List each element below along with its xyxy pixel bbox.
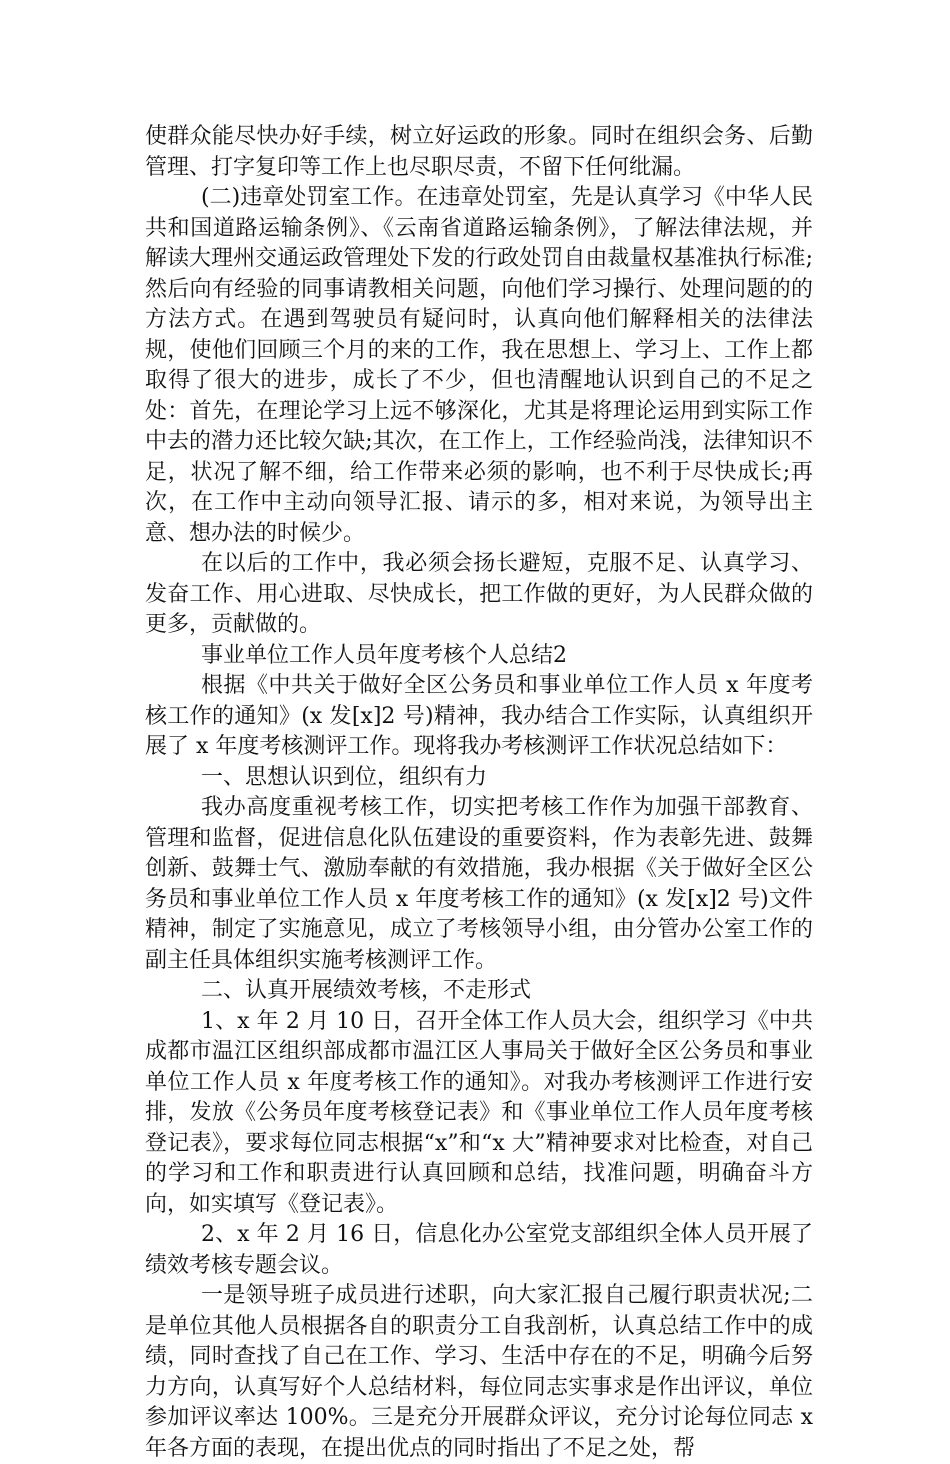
paragraph-5: 根据《中共关于做好全区公务员和事业单位工作人员 x 年度考核工作的通知》(x 发[x]2 号)精神，我办结合工作实际，认真组织开展了 x 年度考核测评工作。现将我办考核测评工作状况总结如下： (145, 673, 813, 759)
paragraph-1: 使群众能尽快办好手续，树立好运政的形象。同时在组织会务、后勤管理、打字复印等工作上也尽职尽责，不留下任何纰漏。 (145, 124, 813, 180)
paragraph-9: 1、x 年 2 月 10 日，召开全体工作人员大会，组织学习《中共成都市温江区组织部成都市温江区人事局关于做好全区公务员和事业单位工作人员 x 年度考核工作的通知》。对我办考核测评工作进行安排，发放《公务员年度考核登记表》和《事业单位工作人员年度考核登记表》，要求每位同志根据“x”和“x 大”精神要求对比检查，对自己的学习和工作和职责进行认真回顾和总结，找准问题，明确奋斗方向，如实填写《登记表》。 (145, 1008, 813, 1217)
paragraph-11: 一是领导班子成员进行述职，向大家汇报自己履行职责状况;二是单位其他人员根据各自的职责分工自我剖析，认真总结工作中的成绩，同时查找了自己在工作、学习、生活中存在的不足，明确今后努力方向，认真写好个人总结材料，每位同志实事求是作出评议，单位参加评议率达 100%。三是充分开展群众评议，充分讨论每位同志 x 年各方面的表现，在提出优点的同时指出了不足之处，帮 (145, 1283, 813, 1461)
document-page (145, 122, 813, 1464)
heading-1: 一、思想认识到位，组织有力 (201, 764, 488, 790)
paragraph-10: 2、x 年 2 月 16 日，信息化办公室党支部组织全体人员开展了绩效考核专题会议。 (145, 1222, 813, 1278)
paragraph-7: 我办高度重视考核工作，切实把考核工作作为加强干部教育、管理和监督，促进信息化队伍建设的重要资料，作为表彰先进、鼓舞创新、鼓舞士气、激励奉献的有效措施，我办根据《关于做好全区公务员和事业单位工作人员 x 年度考核工作的通知》(x 发[x]2 号)文件精神，制定了实施意见，成立了考核领导小组，由分管办公室工作的副主任具体组织实施考核测评工作。 (145, 795, 813, 973)
heading-2: 二、认真开展绩效考核，不走形式 (201, 978, 532, 1003)
paragraph-3: 在以后的工作中，我必须会扬长避短，克服不足、认真学习、发奋工作、用心进取、尽快成长，把工作做的更好，为人民群众做的更多，贡献做的。 (145, 551, 813, 637)
paragraph-2: (二)违章处罚室工作。在违章处罚室，先是认真学习《中华人民共和国道路运输条例》、《云南省道路运输条例》，了解法律法规，并解读大理州交通运政管理处下发的行政处罚自由裁量权基准执行标准;然后向有经验的同事请教相关问题，向他们学习操行、处理问题的的方法方式。在遇到驾驶员有疑问时，认真向他们解释相关的法律法规，使他们回顾三个月的来的工作，我在思想上、学习上、工作上都取得了很大的进步，成长了不少，但也清醒地认识到自己的不足之处：首先，在理论学习上远不够深化，尤其是将理论运用到实际工作中去的潜力还比较欠缺;其次，在工作上，工作经验尚浅，法律知识不足，状况了解不细，给工作带来必须的影响，也不利于尽快成长;再次，在工作中主动向领导汇报、请示的多，相对来说，为领导出主意、想办法的时候少。 (145, 185, 813, 546)
section-title: 事业单位工作人员年度考核个人总结2 (201, 642, 567, 668)
